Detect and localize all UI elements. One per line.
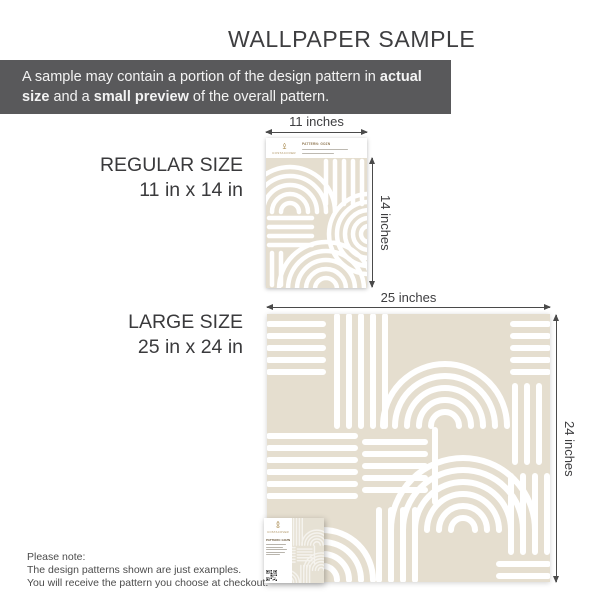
footer-note [27,551,268,590]
brand-name-microtext: COSTACOVER [272,151,296,155]
large-size-dimensions: 25 in x 24 in [137,336,243,358]
label-text-line [302,153,334,155]
label-text-lines [266,544,287,555]
large-size-name: LARGE SIZE [128,311,243,333]
regular-sample-header-label [266,138,367,158]
regular-height-dimension-label: 14 inches [378,194,393,251]
banner-text-bold1: actual size [22,69,422,105]
wallpaper-pattern-preview [292,518,324,583]
label-text-line [266,549,287,550]
label-text-line [302,149,348,151]
regular-sample-card [266,138,367,288]
regular-width-arrow [266,132,367,133]
note-line-3: You will receive the pattern you choose at checkout. [27,577,269,589]
info-banner [0,60,451,114]
page-title: WALLPAPER SAMPLE [228,26,476,52]
large-height-dimension-label: 24 inches [562,420,577,477]
large-width-arrow [267,307,550,308]
large-height-arrow [556,315,557,582]
note-line-2: The design patterns shown are just examples. [27,564,242,576]
regular-width-dimension-label: 11 inches [289,114,344,129]
brand-name-microtext: COSTACOVER [267,530,289,534]
pattern-name-microtext: PATTERN: GOZN [302,142,331,146]
banner-text [22,67,451,107]
sample-label-text-lines [302,142,348,154]
pattern-name-microtext: PATTERN: GOZN [266,537,291,542]
brand-emblem-icon [281,143,288,150]
brand-emblem-icon [274,521,282,529]
regular-size-name: REGULAR SIZE [99,154,243,176]
note-line-1: Please note: [27,551,86,563]
sample-info-tag [264,518,324,583]
banner-text-bold2: small preview [93,89,189,105]
regular-height-arrow [372,158,373,287]
banner-text-part3: of the overall pattern. [188,89,330,105]
brand-emblem-block [266,141,302,155]
label-text-line [266,544,286,545]
banner-text-part2: and a [49,89,94,105]
banner-text-part1: A sample may contain a portion of the design pattern in [22,69,380,85]
label-text-line [266,547,283,548]
regular-size-label [59,153,243,203]
pattern-preview-thumbnail [292,518,324,583]
wallpaper-pattern-regular [266,158,367,288]
large-size-label [59,310,243,360]
regular-size-dimensions: 11 in x 14 in [139,179,243,201]
label-text-line [266,552,285,553]
large-width-dimension-label: 25 inches [380,290,437,305]
